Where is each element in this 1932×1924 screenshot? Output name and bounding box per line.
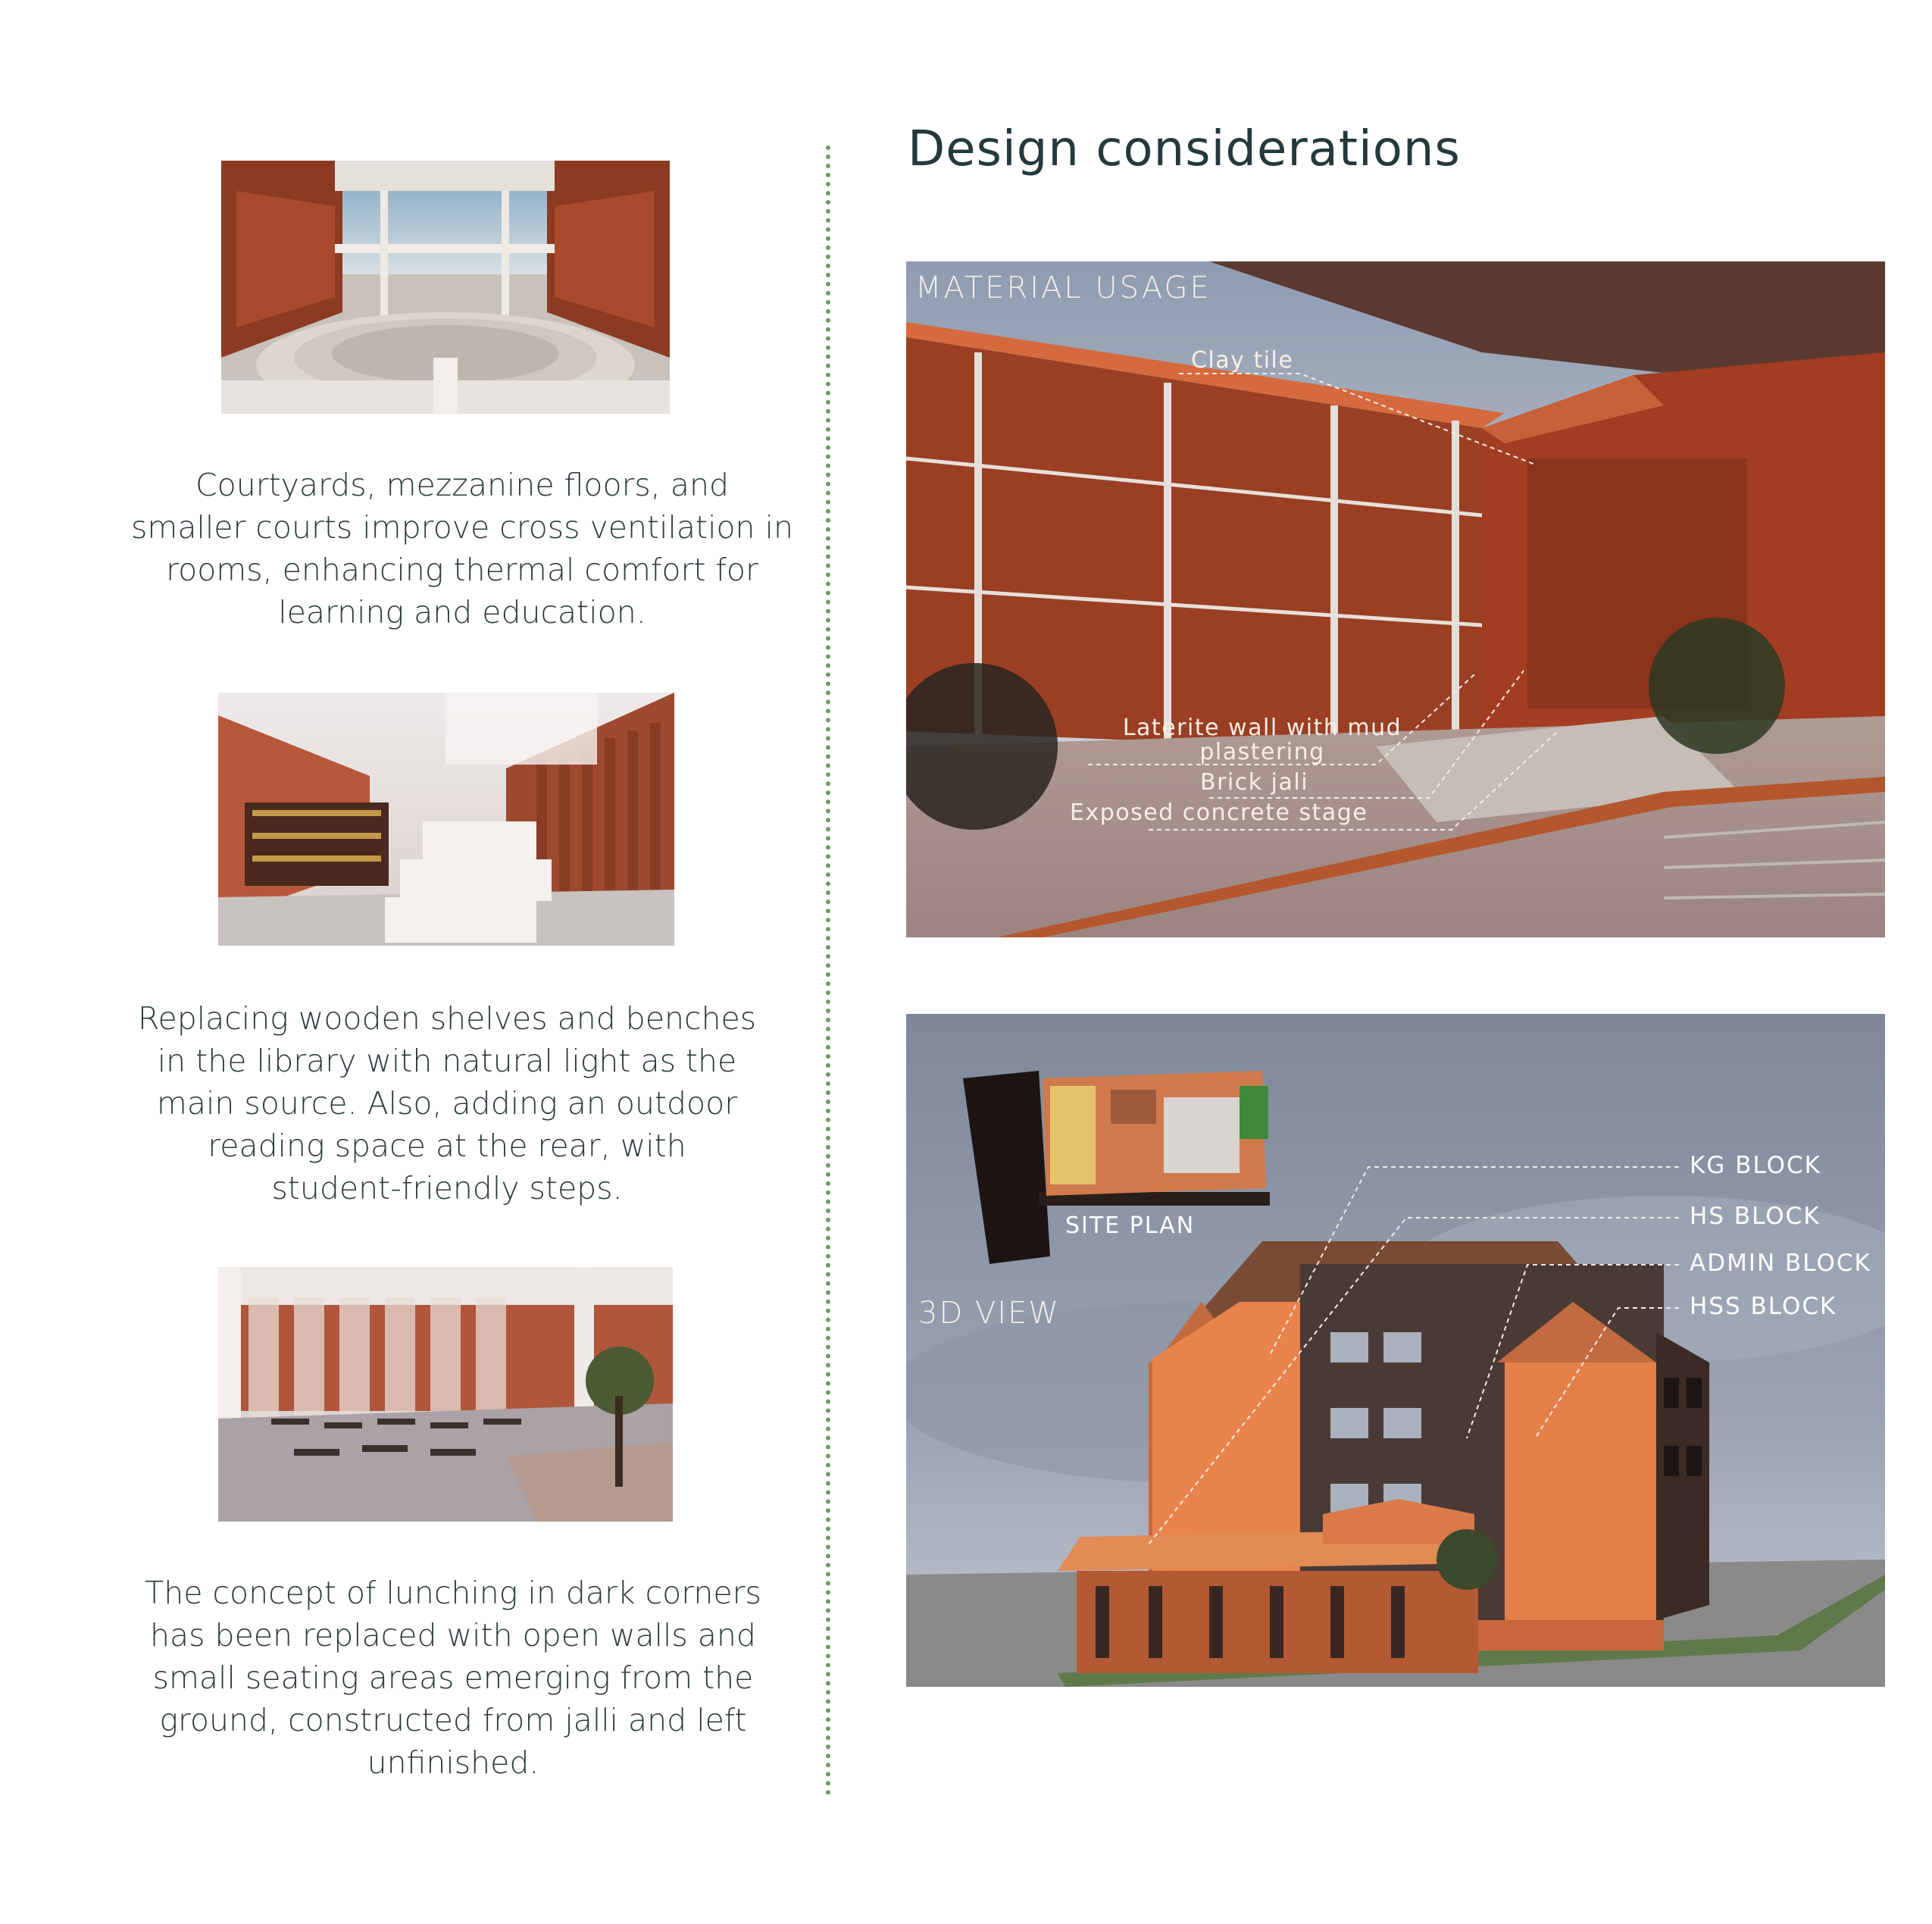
caption-line: learning and education. (278, 594, 646, 630)
caption-line: main source. Also, adding an outdoor (156, 1085, 738, 1122)
caption-line: unfinished. (367, 1744, 539, 1781)
caption-line: has been replaced with open walls and (150, 1617, 756, 1653)
dining-caption (120, 1572, 786, 1784)
brick-jali-label: Brick jali (1200, 769, 1309, 796)
kg-block-label: KG BLOCK (1690, 1152, 1822, 1179)
library-interior-render (218, 693, 674, 946)
label-line: Laterite wall with mud (1122, 715, 1402, 741)
material-usage-panel (906, 261, 1885, 937)
material-usage-title: MATERIAL USAGE (915, 271, 1211, 305)
site-plan-label: SITE PLAN (1065, 1212, 1196, 1239)
hss-block-label: HSS BLOCK (1690, 1293, 1837, 1320)
library-caption (114, 997, 780, 1209)
caption-line: smaller courts improve cross ventilation in (131, 509, 793, 546)
caption-line: in the library with natural light as the (157, 1043, 737, 1079)
caption-line: student-friendly steps. (271, 1170, 623, 1206)
label-line: plastering (1199, 739, 1325, 765)
3d-view-label: 3D VIEW (918, 1296, 1060, 1331)
caption-line: Replacing wooden shelves and benches (137, 1000, 757, 1037)
caption-line: The concept of lunching in dark corners (145, 1575, 761, 1611)
hs-block-label: HS BLOCK (1690, 1203, 1821, 1230)
caption-line: Courtyards, mezzanine floors, and (195, 467, 729, 503)
courtyard-amphitheatre-render (221, 161, 670, 414)
3d-view-panel (906, 1014, 1885, 1687)
laterite-wall-label (1088, 716, 1436, 765)
clay-tile-label: Clay tile (1191, 347, 1294, 374)
dining-hall-render (218, 1267, 673, 1522)
caption-line: reading space at the rear, with (208, 1128, 686, 1164)
courtyard-caption (129, 464, 796, 634)
caption-line: ground, constructed from jalli and left (159, 1702, 747, 1738)
caption-line: small seating areas emerging from the (152, 1660, 754, 1696)
caption-line: rooms, enhancing thermal comfort for (166, 552, 758, 588)
column-divider (826, 145, 830, 1796)
page-title: Design considerations (908, 121, 1461, 177)
concrete-stage-label: Exposed concrete stage (1070, 799, 1368, 826)
admin-block-label: ADMIN BLOCK (1690, 1250, 1871, 1277)
